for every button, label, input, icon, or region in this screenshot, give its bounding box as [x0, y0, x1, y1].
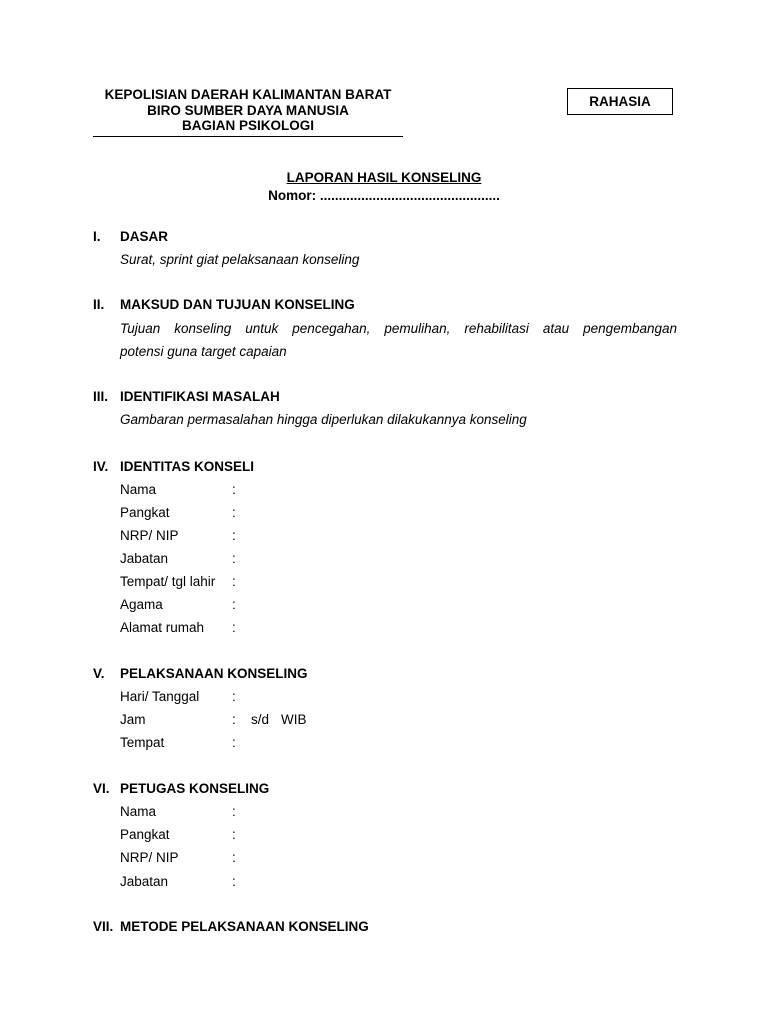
field-row-petugas-nrp [120, 850, 240, 865]
text-line: Tujuan konseling untuk pencegahan, pemulihan, rehabilitasi atau pengembangan [120, 321, 677, 336]
field-row-tempat [120, 735, 240, 750]
field-colon: : [232, 620, 236, 635]
field-label: Pangkat [120, 505, 170, 520]
jam-sd-text: s/d [251, 712, 270, 727]
section-number: VII. [93, 919, 114, 934]
field-row-ttl [120, 574, 240, 589]
header-line-3: BAGIAN PSIKOLOGI [181, 118, 314, 133]
field-label: NRP/ NIP [120, 850, 179, 865]
section-number: IV. [93, 459, 109, 474]
document-header [93, 87, 403, 137]
field-row-petugas-jabatan [120, 874, 240, 889]
section-title: IDENTIFIKASI MASALAH [120, 389, 280, 404]
section-text-maksud-line-2: potensi guna target capaian [120, 344, 287, 359]
section-title: IDENTITAS KONSELI [120, 459, 255, 474]
document-title: LAPORAN HASIL KONSELING [286, 170, 482, 185]
section-number: V. [93, 666, 105, 681]
section-heading-pelaksanaan [93, 666, 308, 681]
section-text-maksud-line-1 [120, 321, 677, 336]
field-colon: : [232, 850, 236, 865]
field-label: Nama [120, 482, 157, 497]
section-title: PELAKSANAAN KONSELING [120, 666, 308, 681]
header-line-1: KEPOLISIAN DAERAH KALIMANTAN BARAT [104, 87, 392, 102]
field-row-agama [120, 597, 240, 612]
jam-wib-text: WIB [281, 712, 307, 727]
section-text-identifikasi: Gambaran permasalahan hingga diperlukan dilakukannya konseling [120, 412, 527, 427]
section-heading-dasar [93, 229, 168, 244]
section-heading-identifikasi [93, 389, 280, 404]
field-colon: : [232, 505, 236, 520]
field-colon: : [232, 574, 236, 589]
field-colon: : [232, 712, 236, 727]
field-row-petugas-nama [120, 804, 240, 819]
confidential-stamp: RAHASIA [567, 88, 673, 115]
field-row-pangkat [120, 505, 240, 520]
field-label: Agama [120, 597, 163, 612]
section-heading-identitas [93, 459, 254, 474]
section-number: VI. [93, 781, 110, 796]
section-title: METODE PELAKSANAAN KONSELING [120, 919, 369, 934]
section-title: MAKSUD DAN TUJUAN KONSELING [120, 297, 355, 312]
section-heading-petugas [93, 781, 269, 796]
field-colon: : [232, 735, 236, 750]
field-colon: : [232, 689, 236, 704]
field-row-nama [120, 482, 240, 497]
section-title: PETUGAS KONSELING [120, 781, 270, 796]
section-text-dasar: Surat, sprint giat pelaksanaan konseling [120, 252, 360, 267]
field-label: Pangkat [120, 827, 170, 842]
field-label: Tempat [120, 735, 165, 750]
field-row-nrp [120, 528, 240, 543]
field-row-petugas-pangkat [120, 827, 240, 842]
section-number: II. [93, 297, 105, 312]
field-label: Jabatan [120, 874, 169, 889]
field-colon: : [232, 804, 236, 819]
field-label: Jabatan [120, 551, 169, 566]
document-number: Nomor: ................................................ [268, 188, 500, 203]
field-label: Nama [120, 804, 157, 819]
field-label: Alamat rumah [120, 620, 205, 635]
header-line-2: BIRO SUMBER DAYA MANUSIA [147, 102, 349, 118]
field-colon: : [232, 482, 236, 497]
field-row-jabatan [120, 551, 240, 566]
section-number: I. [93, 229, 101, 244]
section-title: DASAR [120, 229, 169, 244]
field-colon: : [232, 528, 236, 543]
field-row-alamat [120, 620, 240, 635]
field-label: Jam [120, 712, 146, 727]
field-row-jam [120, 712, 307, 727]
field-row-hari-tanggal [120, 689, 240, 704]
section-heading-metode [93, 919, 369, 934]
field-colon: : [232, 597, 236, 612]
field-label: NRP/ NIP [120, 528, 179, 543]
section-heading-maksud [93, 297, 355, 312]
field-colon: : [232, 551, 236, 566]
section-number: III. [93, 389, 109, 404]
field-label: Tempat/ tgl lahir [120, 574, 216, 589]
field-colon: : [232, 874, 236, 889]
field-colon: : [232, 827, 236, 842]
field-label: Hari/ Tanggal [120, 689, 200, 704]
